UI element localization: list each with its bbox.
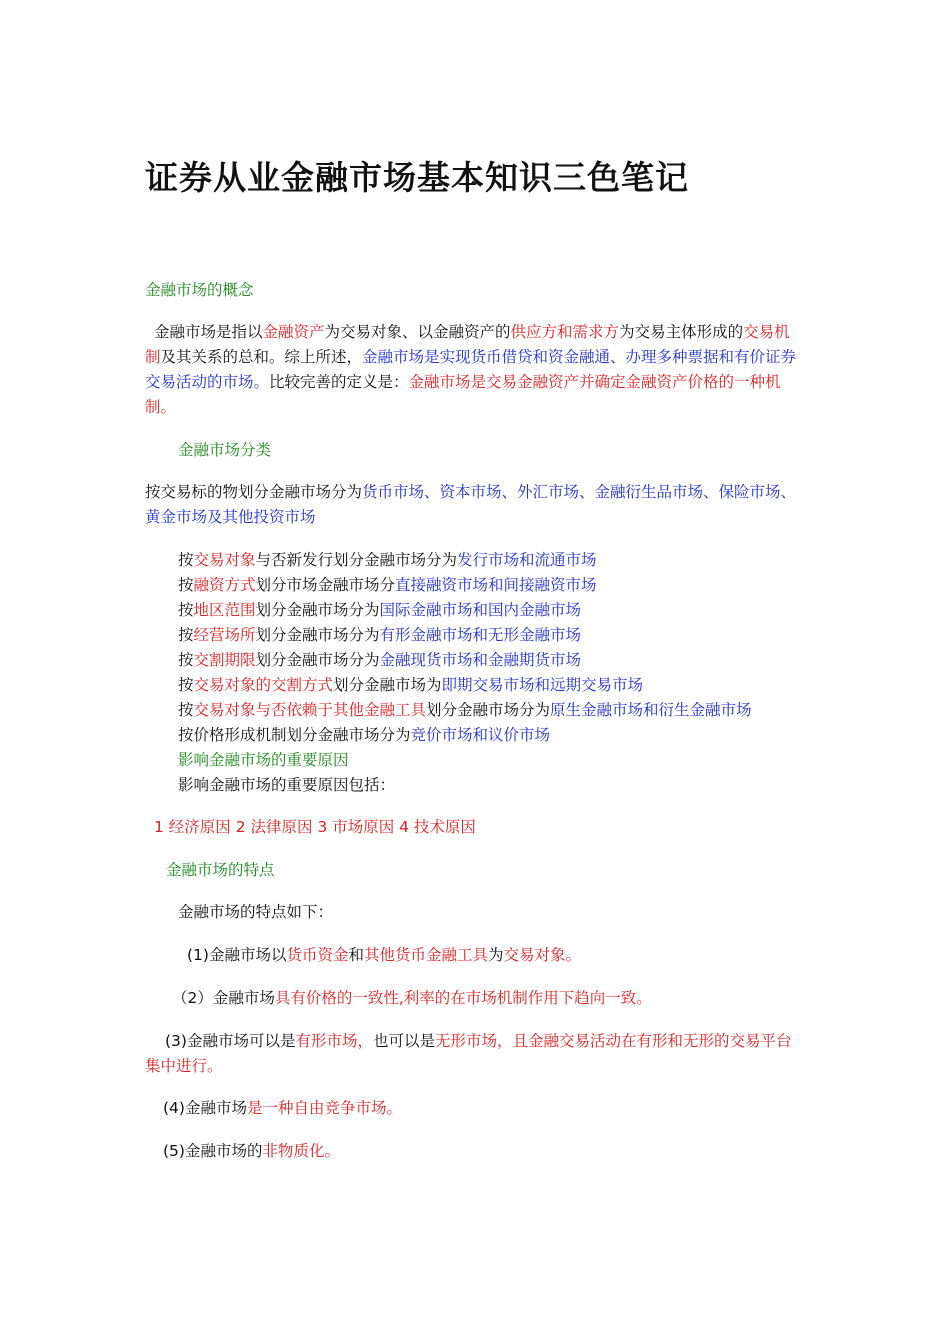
factors-intro (178, 773, 818, 798)
line-span: 交割期限 (193, 651, 256, 669)
line-span: 与否新发行划分金融市场分为 (255, 551, 458, 569)
section-heading-features: 金融市场的特点 (166, 861, 275, 879)
line-span: 划分金融市场分为 (255, 601, 380, 619)
concept-span: 为交易主体形成的 (619, 323, 744, 341)
feature-item-5 (163, 1139, 340, 1164)
line-span: 交易对象与否依赖于其他金融工具 (193, 701, 427, 719)
classification-line (178, 573, 818, 598)
line-span: 经营场所 (193, 626, 256, 644)
line-span: 直接融资市场和间接融资市场 (395, 576, 597, 594)
concept-span: 金融市场是交易金融资产并确定金融资产价格的一种机制。 (145, 373, 781, 416)
feature-item-2 (172, 986, 652, 1011)
line-span: 划分金融市场分为 (255, 651, 380, 669)
classification-line (178, 723, 818, 748)
line-span: 划分市场金融市场分 (255, 576, 396, 594)
concept-span: 金融市场是指以 (154, 323, 263, 341)
feature-span: 和 (348, 946, 364, 964)
line-span: 即期交易市场和远期交易市场 (441, 676, 644, 694)
line-span: 国际金融市场和国内金融市场 (379, 601, 582, 619)
line-span: 影响金融市场的重要原因包括： (178, 776, 396, 794)
feature-span: (3)金融市场可以是 (165, 1032, 296, 1050)
classification-line (178, 698, 818, 723)
features-intro: 金融市场的特点如下： (178, 903, 334, 921)
line-span: 有形金融市场和无形金融市场 (379, 626, 582, 644)
section-heading-factors (178, 748, 818, 773)
feature-span: 也可以是 (372, 1032, 435, 1050)
concept-span: 金融市场是实现货币借贷和资金融通、办理多种票据和有价证券交易活动的市场。 (145, 348, 797, 391)
classification-line (178, 548, 818, 573)
classification-intro (145, 480, 805, 530)
feature-span: 有形市场， (295, 1032, 373, 1050)
feature-span: (5)金融市场的 (163, 1142, 263, 1160)
line-span: 按 (178, 601, 194, 619)
line-span: 划分金融市场分为 (426, 701, 551, 719)
feature-span: 无形市场，且金融交易活动在有形和无形的交易平台集中进行。 (145, 1032, 792, 1075)
feature-span: 为 (488, 946, 504, 964)
line-span: 融资方式 (193, 576, 256, 594)
section-heading-classification: 金融市场分类 (178, 441, 272, 459)
classification-line (178, 623, 818, 648)
classification-line (178, 598, 818, 623)
concept-span: 供应方和需求方 (510, 323, 620, 341)
feature-span: 非物质化。 (262, 1142, 340, 1160)
line-span: 按 (178, 626, 194, 644)
line-span: 按价格形成机制划分金融市场分为 (178, 726, 411, 744)
feature-span: 其他货币金融工具 (364, 946, 489, 964)
classification-span: 按交易标的物划分金融市场分为 (145, 483, 363, 501)
feature-span: 货币资金 (286, 946, 349, 964)
classification-list (178, 548, 818, 798)
factors-list: 1 经济原因 2 法律原因 3 市场原因 4 技术原因 (154, 818, 476, 836)
line-span: 按 (178, 676, 194, 694)
line-span: 按 (178, 651, 194, 669)
classification-span: 货币市场、资本市场、外汇市场、金融衍生品市场、保险市场、黄金市场及其他投资市场 (145, 483, 797, 526)
line-span: 发行市场和流通市场 (457, 551, 597, 569)
concept-span: 比较完善的定义是： (269, 373, 409, 391)
classification-line (178, 648, 818, 673)
line-span: 竞价市场和议价市场 (410, 726, 551, 744)
line-span: 影响金融市场的重要原因 (178, 751, 349, 769)
feature-span: (4)金融市场 (163, 1099, 247, 1117)
feature-span: 交易对象。 (503, 946, 582, 964)
line-span: 金融现货市场和金融期货市场 (379, 651, 582, 669)
line-span: 划分金融市场分为 (255, 626, 380, 644)
concept-span: 及其关系的总和。综上所述， (160, 348, 363, 366)
feature-span: 具有价格的一致性,利率的在市场机制作用下趋向一致。 (274, 989, 652, 1007)
feature-item-4 (163, 1096, 402, 1121)
feature-item-1 (187, 943, 581, 968)
line-span: 交易对象 (193, 551, 256, 569)
line-span: 地区范围 (193, 601, 256, 619)
classification-line (178, 673, 818, 698)
line-span: 按 (178, 701, 194, 719)
concept-paragraph (145, 320, 805, 420)
line-span: 按 (178, 576, 194, 594)
line-span: 原生金融市场和衍生金融市场 (550, 701, 752, 719)
document-title: 证券从业金融市场基本知识三色笔记 (145, 158, 689, 197)
line-span: 按 (178, 551, 194, 569)
feature-item-3 (145, 1029, 805, 1079)
feature-span: （2）金融市场 (172, 989, 275, 1007)
line-span: 划分金融市场为 (333, 676, 442, 694)
section-heading-concept: 金融市场的概念 (145, 281, 254, 299)
concept-span: 为交易对象、以金融资产的 (324, 323, 511, 341)
concept-span: 交易机制 (145, 323, 790, 366)
line-span: 交易对象的交割方式 (193, 676, 334, 694)
feature-span: 是一种自由竞争市场。 (246, 1099, 402, 1117)
concept-span: 金融资产 (262, 323, 325, 341)
feature-span: (1)金融市场以 (187, 946, 287, 964)
